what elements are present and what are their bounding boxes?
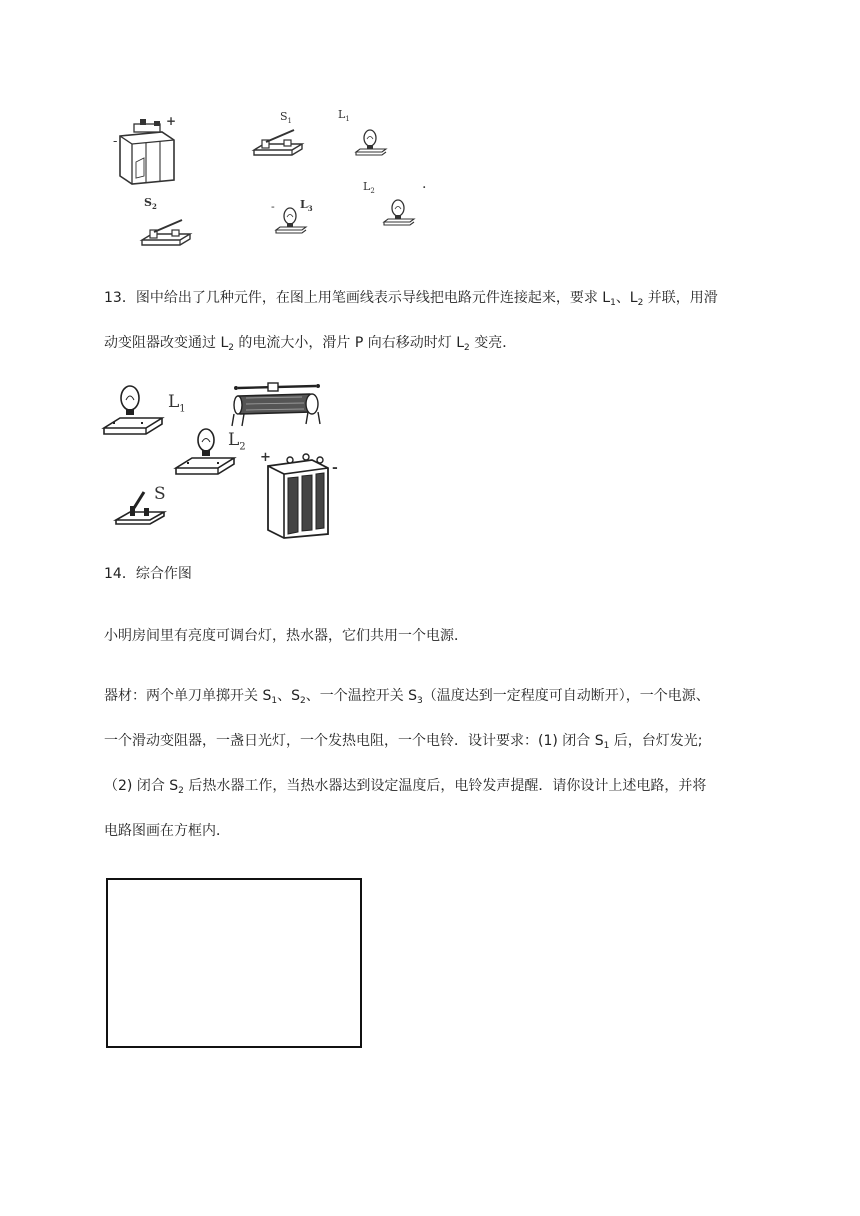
switch-s1-label: $S_1$: [280, 110, 293, 126]
lamp-l2-label: $L_2$: [363, 180, 375, 196]
switch-s2-icon: [140, 218, 192, 250]
lamp-l3-mark: -: [271, 200, 275, 213]
switch-s2-label: $S_2$: [144, 196, 157, 212]
stray-dot: .: [422, 176, 427, 192]
q13-lamp-l2-label: $L_2$: [228, 430, 246, 453]
lamp-l1-icon: [352, 128, 388, 158]
q14-paragraph-line-2: 一个滑动变阻器，一盏日光灯，一个发热电阻，一个电铃．设计要求：(1) 闭合 $S_1$ 后，台灯发光;: [104, 733, 703, 751]
q13-battery-plus-label: +: [260, 450, 271, 465]
q13-line-1: 13．图中给出了几种元件，在图上用笔画线表示导线把电路元件连接起来，要求 $L_1$、$L_2$ 并联，用滑: [104, 290, 718, 308]
lamp-l1-label: $L_1$: [338, 108, 350, 124]
lamp-l3-label: $L_3$: [300, 198, 313, 214]
q13-battery-minus-label: -: [332, 460, 338, 476]
battery-plus-label: +: [166, 114, 177, 128]
circuit-drawing-box[interactable]: [106, 878, 362, 1048]
battery-icon: [108, 118, 180, 186]
q14-paragraph-line-3: （2) 闭合 $S_2$ 后热水器工作，当热水器达到设定温度后，电铃发声提醒．请你设计上述电路，并将: [104, 778, 707, 796]
lamp-l1-board-icon: [102, 384, 166, 442]
lamp-l3-icon: [272, 206, 308, 236]
q14-paragraph-line-1: 器材：两个单刀单掷开关 $S_1$、$S_2$、一个温控开关 $S_3$（温度达到一定程度可自动断开），一个电源、: [104, 688, 710, 706]
q14-paragraph-line-4: 电路图画在方框内．: [104, 823, 230, 839]
q13-line-2: 动变阻器改变通过 $L_2$ 的电流大小，滑片 P 向右移动时灯 $L_2$ 变亮．: [104, 335, 517, 353]
q13-switch-s-label: S: [154, 484, 166, 504]
q14-title: 14．综合作图: [104, 566, 192, 582]
q13-battery-icon: [262, 448, 336, 540]
rheostat-icon: [232, 382, 322, 428]
q13-lamp-l1-label: $L_1$: [168, 392, 186, 415]
lamp-l2-icon: [380, 198, 416, 228]
q14-intro: 小明房间里有亮度可调台灯，热水器，它们共用一个电源．: [104, 628, 468, 644]
switch-s1-icon: [252, 128, 304, 160]
battery-minus-label: -: [113, 134, 118, 149]
